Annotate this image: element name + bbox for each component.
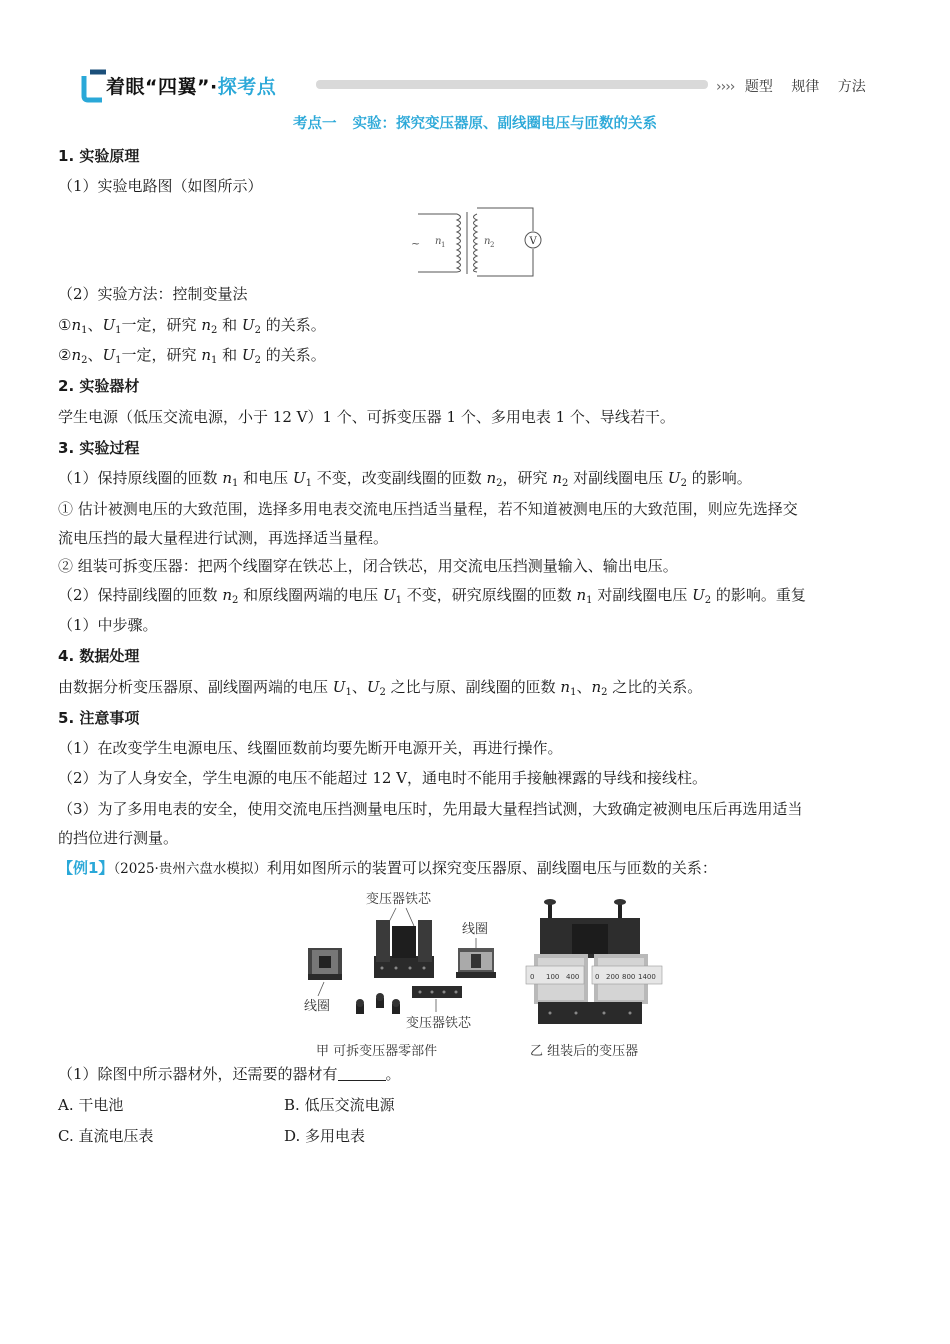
ac-source-symbol: ~ xyxy=(411,237,421,250)
chevrons-icon: ›››› xyxy=(716,79,735,95)
example-text: 利用如图所示的装置可以探究变压器原、副线圈电压与匝数的关系： xyxy=(266,859,717,877)
scale-right-2: 800 xyxy=(622,973,636,981)
s3-paragraph3: ② 组装可拆变压器：把两个线圈穿在铁芯上，闭合铁芯，用交流电压挡测量输入、输出电压。 xyxy=(58,557,678,575)
section-title xyxy=(0,112,950,133)
transformer-circuit-diagram xyxy=(405,204,535,280)
scale-right-0: 0 xyxy=(595,973,600,981)
option-d[interactable]: D. 多用电表 xyxy=(284,1127,366,1145)
n1-label: n xyxy=(435,236,442,247)
s1-number: 1 xyxy=(58,147,69,165)
s4-text: 由数据分析变压器原、副线圈两端的电压 $U_1$、$U_2$ 之比与原、副线圈的匝数 $n_1$、$n_2$ 之比的关系。 xyxy=(58,678,703,698)
figure-caption-b: 乙 组装后的变压器 xyxy=(530,1044,639,1059)
label-core-bottom: 变压器铁芯 xyxy=(406,1016,472,1031)
scale-left-1: 100 xyxy=(546,973,560,981)
header-title-part2: 探考点 xyxy=(217,76,277,98)
option-c[interactable]: C. 直流电压表 xyxy=(58,1127,154,1145)
u-core-icon xyxy=(374,920,434,978)
s3-paragraph4: （2）保持副线圈的匝数 $n_2$ 和原线圈两端的电压 $U_1$ 不变，研究原线圈的匝数 $n_1$ 对副线圈电压 $U_2$ 的影响。重复 xyxy=(58,586,806,606)
header-title xyxy=(106,72,276,99)
s1-condition2: $②n_2$、$U_1$一定，研究 $n_1$ 和 $U_2$ 的关系。 xyxy=(58,346,326,366)
s3-paragraph2a: ① 估计被测电压的大致范围，选择多用电表交流电压挡适当量程，若不知道被测电压的大致范围，则应先选择交 xyxy=(58,500,798,518)
coil-left-icon xyxy=(308,948,342,980)
header-title-part1: 着眼“四翼”· xyxy=(106,76,218,98)
figure-caption-a: 甲 可拆变压器零部件 xyxy=(316,1044,438,1059)
coil-right-icon xyxy=(456,948,496,978)
n2-subscript: 2 xyxy=(490,241,495,249)
s1-title: 实验原理 xyxy=(79,147,140,165)
s1-heading: 1. 实验原理 xyxy=(58,147,140,165)
section-title-text: 实验：探究变压器原、副线圈电压与匝数的关系 xyxy=(352,116,657,132)
n2-label: n xyxy=(484,236,491,247)
s5-paragraph3a: （3）为了多用电表的安全，使用交流电压挡测量电压时，先用最大量程挡试测，大致确定被测电压后再选用适当 xyxy=(58,800,803,818)
question-stem: （1）除图中所示器材外，还需要的器材有 。 xyxy=(58,1065,401,1083)
s1-item2: （2）实验方法：控制变量法 xyxy=(58,285,248,303)
s2-heading: 2. 实验器材 xyxy=(58,377,140,395)
answer-blank[interactable] xyxy=(338,1066,386,1081)
scale-right-1: 200 xyxy=(606,973,620,981)
label-core-top: 变压器铁芯 xyxy=(366,892,432,907)
s3-heading: 3. 实验过程 xyxy=(58,439,140,457)
label-coil-right: 线圈 xyxy=(462,922,489,937)
s3-paragraph1: （1）保持原线圈的匝数 $n_1$ 和电压 $U_1$ 不变，改变副线圈的匝数 $n_2$，研究 $n_2$ 对副线圈电压 $U_2$ 的影响。 xyxy=(58,469,752,489)
header-tag: 题型 xyxy=(744,79,773,95)
example-source: （2025·贵州六盘水模拟） xyxy=(113,861,267,877)
s4-heading: 4. 数据处理 xyxy=(58,647,140,665)
figure-parts-photo xyxy=(296,886,506,1036)
header-divider-bar xyxy=(316,80,708,89)
s5-paragraph1: （1）在改变学生电源电压、线圈匝数前均要先断开电源开关，再进行操作。 xyxy=(58,739,563,757)
header-tags xyxy=(716,76,880,96)
voltmeter-label: V xyxy=(529,236,537,247)
s1-item1: （1）实验电路图（如图所示） xyxy=(58,177,263,195)
section-header-logo xyxy=(80,68,312,104)
option-a[interactable]: A. 干电池 xyxy=(58,1096,124,1114)
figure-assembled-photo xyxy=(520,894,670,1032)
s3-paragraph2b: 流电压挡的最大量程进行试测，再选择适当量程。 xyxy=(58,529,389,547)
scale-left-0: 0 xyxy=(530,973,535,981)
s5-paragraph3b: 的挡位进行测量。 xyxy=(58,829,179,847)
s3-paragraph5: （1）中步骤。 xyxy=(58,616,158,634)
s1-condition1: $①n_1$、$U_1$一定，研究 $n_2$ 和 $U_2$ 的关系。 xyxy=(58,316,326,336)
section-title-prefix: 考点一 xyxy=(293,116,337,132)
header-tag: 规律 xyxy=(791,79,820,95)
n1-subscript: 1 xyxy=(441,241,446,249)
s2-text: 学生电源（低压交流电源，小于 12 V）1 个、可拆变压器 1 个、多用电表 1 个、导线若干。 xyxy=(58,408,675,426)
scale-right-3: 1400 xyxy=(638,973,656,981)
header-tag: 方法 xyxy=(837,79,866,95)
example-label: 【例1】 xyxy=(58,859,114,877)
label-coil-left: 线圈 xyxy=(304,999,331,1014)
knob-screws-icon xyxy=(356,993,400,1014)
s5-heading: 5. 注意事项 xyxy=(58,709,140,727)
scale-left-2: 400 xyxy=(566,973,580,981)
s5-paragraph2: （2）为了人身安全，学生电源的电压不能超过 12 V，通电时不能用手接触裸露的导线和接线柱。 xyxy=(58,769,708,787)
example-line xyxy=(58,857,717,878)
option-b[interactable]: B. 低压交流电源 xyxy=(284,1096,395,1114)
